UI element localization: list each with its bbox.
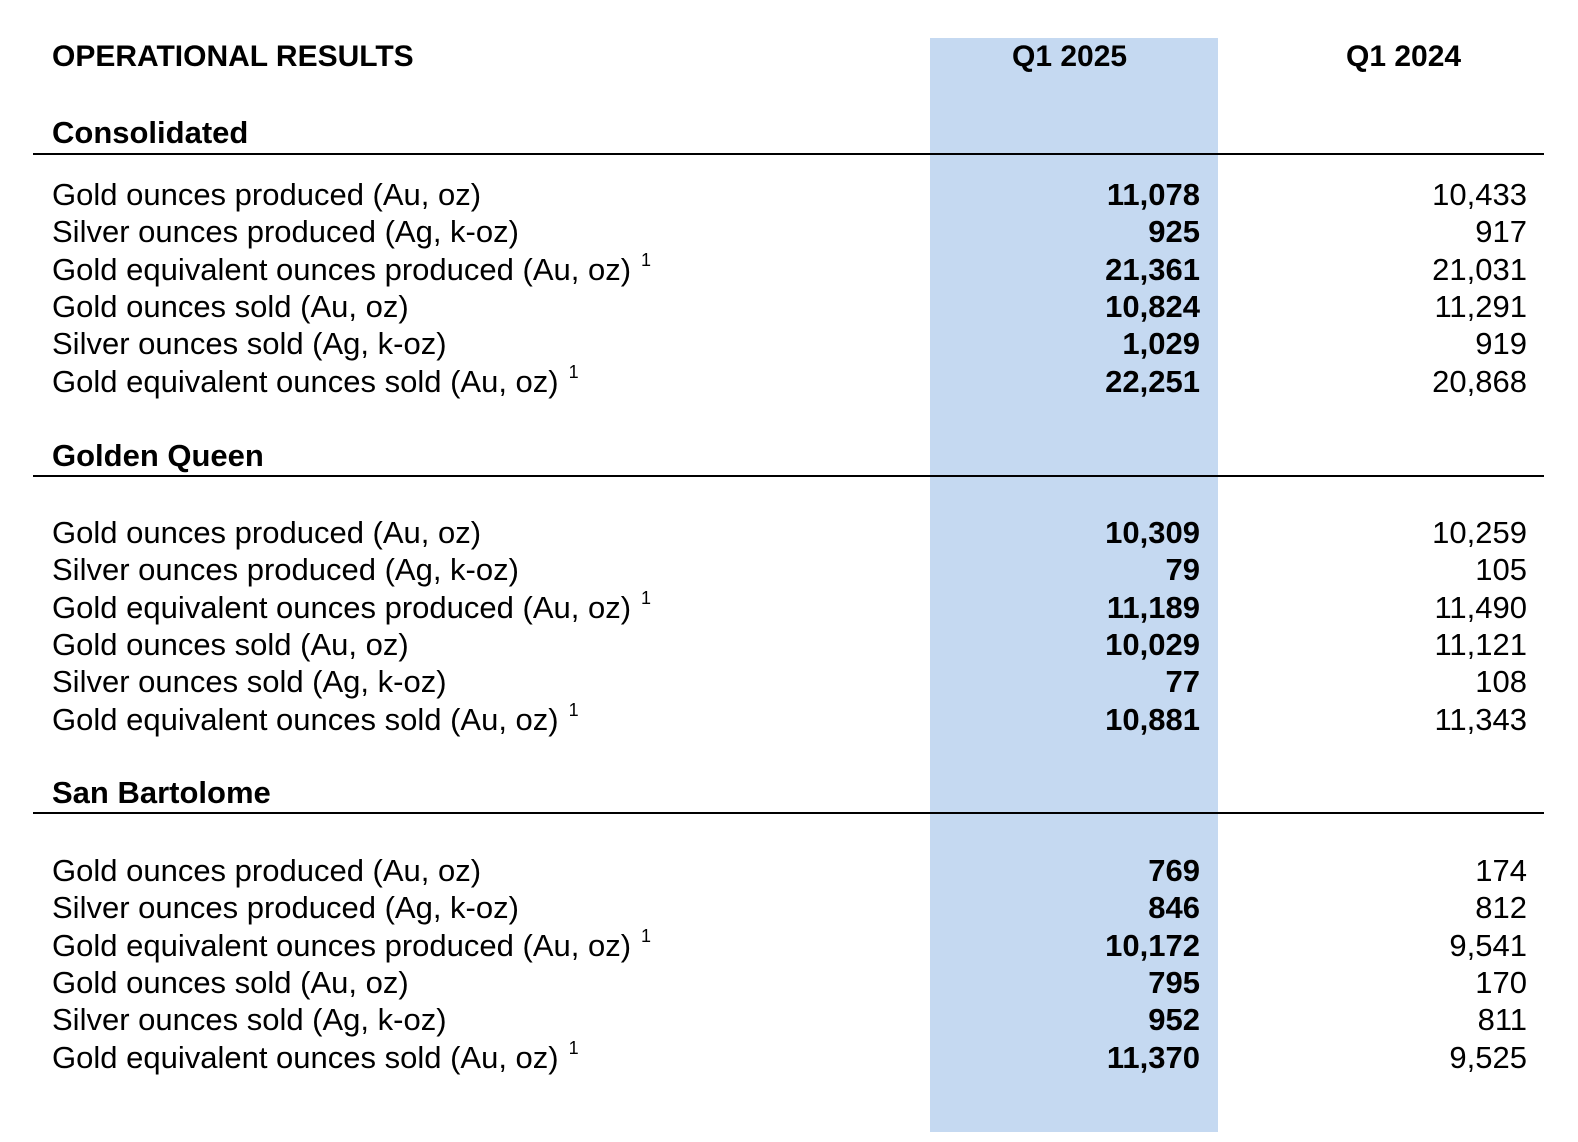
table-title: OPERATIONAL RESULTS xyxy=(52,40,414,73)
row-value-q1-2025: 10,029 xyxy=(1105,627,1200,662)
row-value-q1-2024: 11,121 xyxy=(1434,627,1527,662)
footnote-marker: 1 xyxy=(641,250,652,270)
footnote-marker: 1 xyxy=(568,1038,579,1058)
row-label: Gold equivalent ounces sold (Au, oz) $^1$ xyxy=(52,700,579,737)
column-header-q1-2024: Q1 2024 xyxy=(1346,40,1462,73)
row-value-q1-2025: 10,881 xyxy=(1105,702,1200,737)
row-value-q1-2024: 917 xyxy=(1475,214,1527,249)
row-value-q1-2025: 11,078 xyxy=(1106,177,1200,212)
row-value-q1-2025: 11,370 xyxy=(1106,1040,1200,1075)
row-value-q1-2024: 170 xyxy=(1475,965,1527,1000)
row-label: Silver ounces sold (Ag, k-oz) xyxy=(52,326,447,361)
footnote-marker: 1 xyxy=(641,926,652,946)
footnote-marker: 1 xyxy=(568,700,579,720)
row-value-q1-2025: 846 xyxy=(1148,890,1200,925)
row-value-q1-2024: 11,490 xyxy=(1434,590,1527,625)
row-label: Silver ounces produced (Ag, k-oz) xyxy=(52,552,519,587)
row-label: Gold ounces produced (Au, oz) xyxy=(52,177,482,212)
row-value-q1-2025: 952 xyxy=(1148,1002,1200,1037)
row-label: Silver ounces produced (Ag, k-oz) xyxy=(52,214,519,249)
row-value-q1-2025: 11,189 xyxy=(1106,590,1200,625)
section-title-san-bartolome: San Bartolome xyxy=(52,775,271,810)
section-title-consolidated: Consolidated xyxy=(52,115,249,150)
row-value-q1-2025: 10,309 xyxy=(1105,515,1200,550)
footnote-marker: 1 xyxy=(568,362,579,382)
row-value-q1-2025: 769 xyxy=(1148,853,1200,888)
row-value-q1-2025: 79 xyxy=(1165,552,1200,587)
row-value-q1-2024: 9,525 xyxy=(1449,1040,1527,1075)
row-value-q1-2025: 795 xyxy=(1148,965,1200,1000)
row-value-q1-2025: 10,172 xyxy=(1105,928,1200,963)
row-value-q1-2024: 812 xyxy=(1475,890,1527,925)
row-value-q1-2025: 21,361 xyxy=(1105,252,1200,287)
row-value-q1-2024: 9,541 xyxy=(1449,928,1527,963)
row-value-q1-2024: 10,433 xyxy=(1432,177,1527,212)
section-title-golden-queen: Golden Queen xyxy=(52,438,264,473)
row-value-q1-2024: 919 xyxy=(1475,326,1527,361)
section-divider xyxy=(33,153,1544,155)
row-value-q1-2024: 11,291 xyxy=(1434,289,1527,324)
footnote-marker: 1 xyxy=(641,588,652,608)
column-header-q1-2025: Q1 2025 xyxy=(1012,40,1128,73)
row-value-q1-2024: 11,343 xyxy=(1434,702,1527,737)
row-value-q1-2024: 20,868 xyxy=(1432,364,1527,399)
row-label: Silver ounces produced (Ag, k-oz) xyxy=(52,890,519,925)
row-value-q1-2024: 105 xyxy=(1475,552,1527,587)
row-label: Gold ounces produced (Au, oz) xyxy=(52,515,482,550)
row-value-q1-2024: 10,259 xyxy=(1432,515,1527,550)
row-label: Gold ounces sold (Au, oz) xyxy=(52,627,409,662)
row-label: Gold equivalent ounces sold (Au, oz) $^1$ xyxy=(52,1038,579,1075)
row-label: Gold equivalent ounces sold (Au, oz) $^1$ xyxy=(52,362,579,399)
row-value-q1-2024: 811 xyxy=(1477,1002,1527,1037)
row-label: Gold ounces produced (Au, oz) xyxy=(52,853,482,888)
row-value-q1-2025: 22,251 xyxy=(1105,364,1200,399)
row-value-q1-2024: 174 xyxy=(1475,853,1527,888)
section-divider xyxy=(33,812,1544,814)
row-label: Gold equivalent ounces produced (Au, oz) $^1$ xyxy=(52,926,652,963)
row-value-q1-2025: 1,029 xyxy=(1122,326,1200,361)
row-value-q1-2025: 10,824 xyxy=(1105,289,1200,324)
row-label: Silver ounces sold (Ag, k-oz) xyxy=(52,1002,447,1037)
row-label: Gold ounces sold (Au, oz) xyxy=(52,965,409,1000)
row-label: Silver ounces sold (Ag, k-oz) xyxy=(52,664,447,699)
row-label: Gold equivalent ounces produced (Au, oz) $^1$ xyxy=(52,588,652,625)
row-label: Gold equivalent ounces produced (Au, oz) $^1$ xyxy=(52,250,652,287)
row-label: Gold ounces sold (Au, oz) xyxy=(52,289,409,324)
row-value-q1-2025: 925 xyxy=(1148,214,1200,249)
section-divider xyxy=(33,475,1544,477)
row-value-q1-2024: 21,031 xyxy=(1432,252,1527,287)
row-value-q1-2025: 77 xyxy=(1165,664,1200,699)
row-value-q1-2024: 108 xyxy=(1475,664,1527,699)
